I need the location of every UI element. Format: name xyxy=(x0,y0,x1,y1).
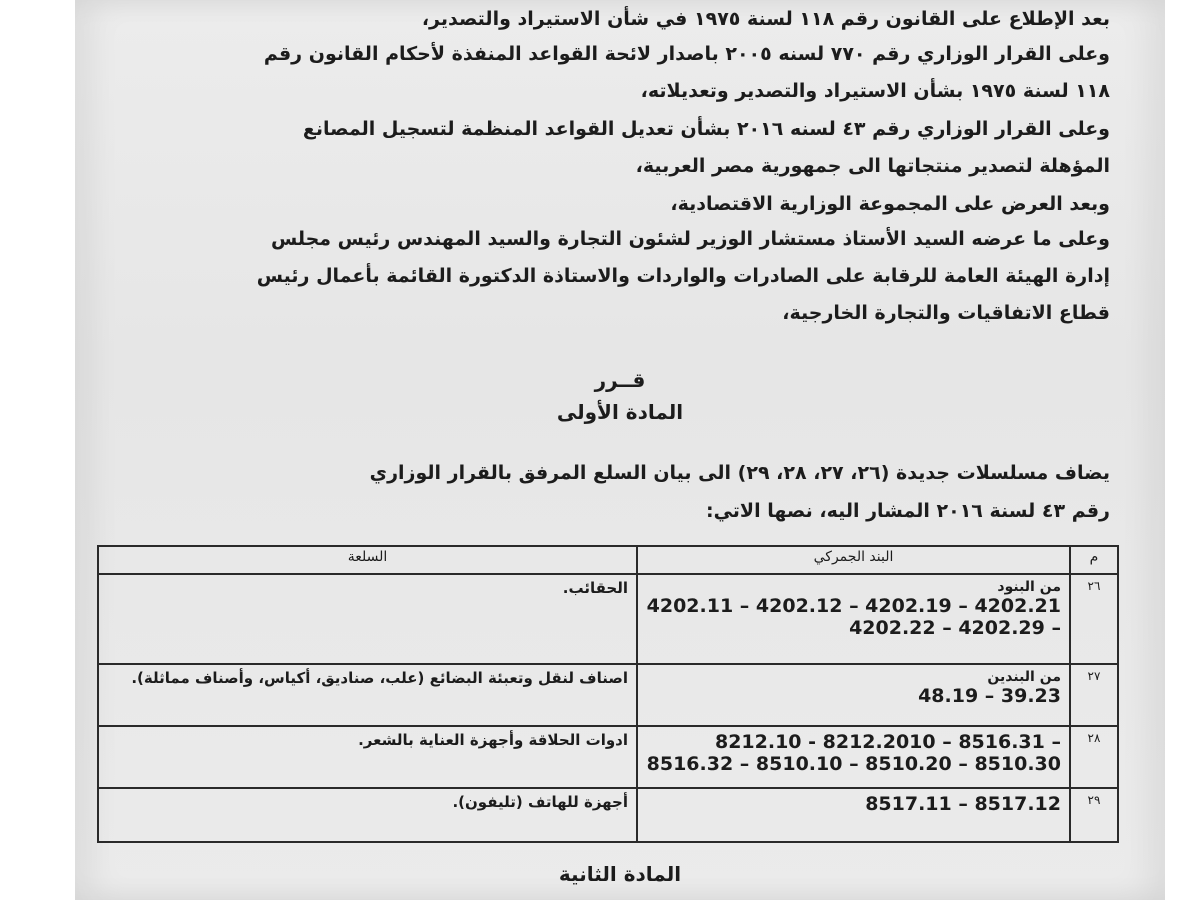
code-line: 8212.10 - 8212.2010 – 8516.31 – xyxy=(714,731,1061,753)
paragraph-line-9: قطاع الاتفاقيات والتجارة الخارجية، xyxy=(782,302,1110,324)
paragraph-line-2: وعلى القرار الوزاري رقم ٧٧٠ لسنه ٢٠٠٥ باصدار لائحة القواعد المنفذة لأحكام القانون رقم xyxy=(263,43,1110,65)
code-line: 4202.11 – 4202.12 – 4202.19 – 4202.21 xyxy=(646,595,1061,617)
article-one-line-1: يضاف مسلسلات جديدة (٢٦، ٢٧، ٢٨، ٢٩) الى بيان السلع المرفق بالقرار الوزاري xyxy=(369,462,1110,484)
row-goods: ادوات الحلاقة وأجهزة العناية بالشعر. xyxy=(98,726,637,788)
row-customs-code xyxy=(637,726,1070,788)
row-customs-code xyxy=(637,574,1070,664)
table-row xyxy=(98,664,1118,726)
paragraph-line-8: إدارة الهيئة العامة للرقابة على الصادرات والواردات والاستاذة الدكتورة القائمة بأعمال رئيس xyxy=(256,265,1110,287)
paragraph-line-7: وعلى ما عرضه السيد الأستاذ مستشار الوزير لشئون التجارة والسيد المهندس رئيس مجلس xyxy=(270,228,1110,250)
code-prefix: من البندين xyxy=(987,669,1061,685)
paragraph-line-3: ١١٨ لسنة ١٩٧٥ بشأن الاستيراد والتصدير وتعديلاته، xyxy=(640,80,1110,102)
table-row xyxy=(98,788,1118,842)
code-line: 8516.32 – 8510.10 – 8510.20 – 8510.30 xyxy=(646,753,1061,775)
goods-table xyxy=(97,545,1119,843)
code-line: 48.19 – 39.23 xyxy=(918,685,1061,707)
document-page xyxy=(75,0,1165,900)
table-header-row xyxy=(98,546,1118,574)
row-serial: ٢٨ xyxy=(1070,726,1118,788)
article-one-title: المادة الأولى xyxy=(556,400,684,424)
paragraph-line-6: وبعد العرض على المجموعة الوزارية الاقتصادية، xyxy=(670,193,1110,215)
paragraph-line-5: المؤهلة لتصدير منتجاتها الى جمهورية مصر العربية، xyxy=(635,155,1110,177)
code-line: 8517.11 – 8517.12 xyxy=(865,793,1061,815)
row-serial: ٢٩ xyxy=(1070,788,1118,842)
row-goods: أجهزة للهاتف (تليفون). xyxy=(98,788,637,842)
header-goods: السلعة xyxy=(98,546,637,574)
table-row xyxy=(98,574,1118,664)
row-customs-code xyxy=(637,788,1070,842)
header-customs-code: البند الجمركي xyxy=(637,546,1070,574)
header-serial: م xyxy=(1070,546,1118,574)
decision-heading: قــرر xyxy=(594,368,646,392)
code-prefix: من البنود xyxy=(997,579,1061,595)
row-customs-code xyxy=(637,664,1070,726)
row-serial: ٢٧ xyxy=(1070,664,1118,726)
article-two-title: المادة الثانية xyxy=(558,862,682,886)
row-goods: اصناف لنقل وتعبئة البضائع (علب، صناديق، أكياس، وأصناف مماثلة). xyxy=(98,664,637,726)
row-goods: الحقائب. xyxy=(98,574,637,664)
article-one-line-2: رقم ٤٣ لسنة ٢٠١٦ المشار اليه، نصها الاتي: xyxy=(705,500,1110,522)
paragraph-line-4: وعلى القرار الوزاري رقم ٤٣ لسنه ٢٠١٦ بشأن تعديل القواعد المنظمة لتسجيل المصانع xyxy=(302,118,1110,140)
table-row xyxy=(98,726,1118,788)
row-serial: ٢٦ xyxy=(1070,574,1118,664)
paragraph-line-1: بعد الإطلاع على القانون رقم ١١٨ لسنة ١٩٧٥ في شأن الاستيراد والتصدير، xyxy=(421,8,1110,30)
code-line: 4202.22 – 4202.29 – xyxy=(849,617,1061,639)
